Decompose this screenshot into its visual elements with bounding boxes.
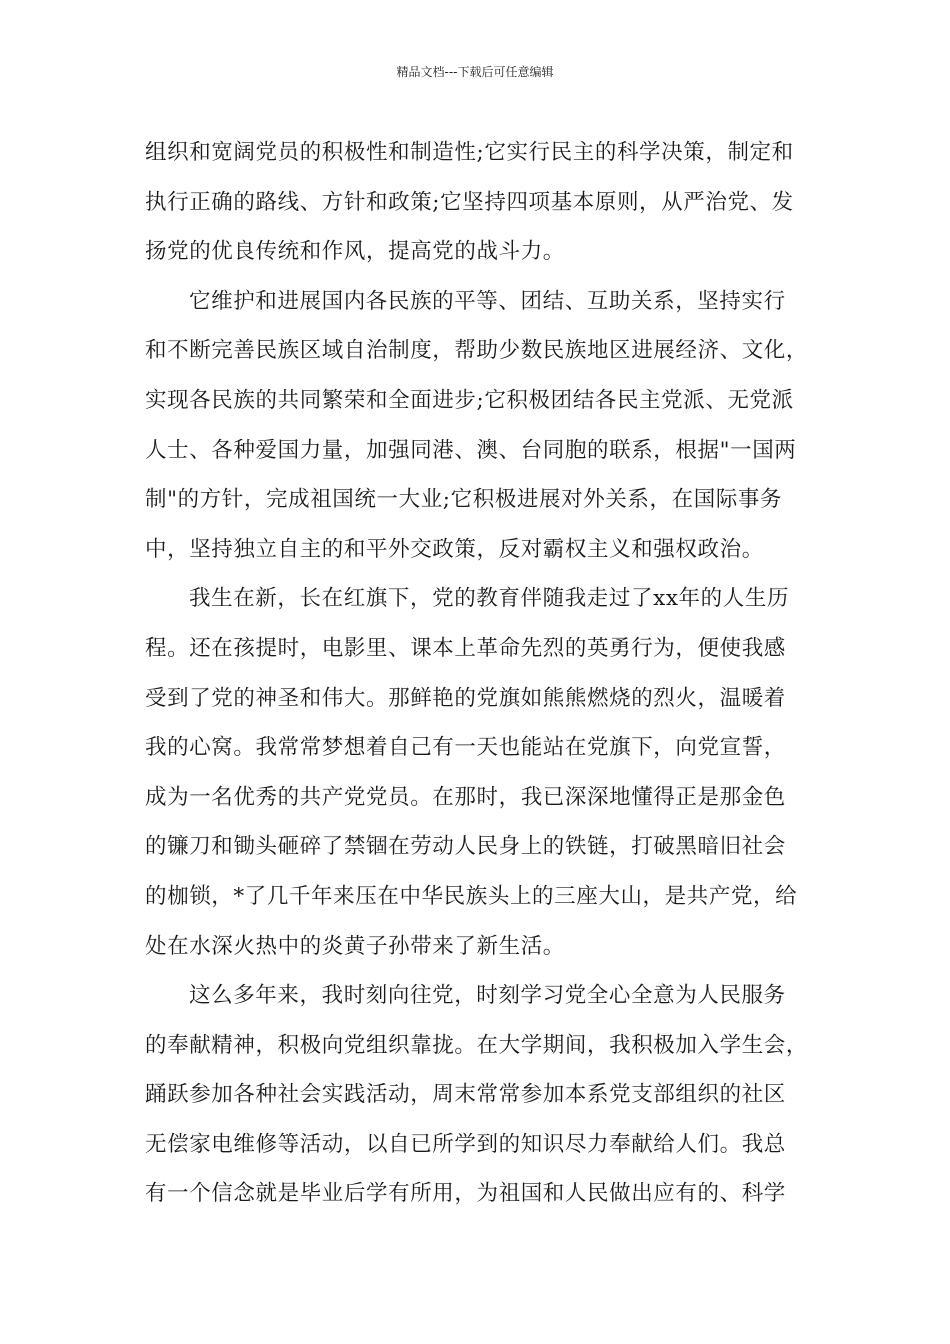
text-line: 人士、各种爱国力量，加强同港、澳、台同胞的联系，根据"一国两 (145, 437, 797, 463)
text-line: 受到了党的神圣和伟大。那鲜艳的党旗如熊熊燃烧的烈火，温暖着 (145, 685, 786, 711)
text-line: 成为一名优秀的共产党党员。在那时，我已深深地懂得正是那金色 (145, 784, 786, 810)
text-line: 它维护和进展国内各民族的平等、团结、互助关系，坚持实行 (189, 288, 786, 314)
text-line: 制"的方针，完成祖国统一大业;它积极进展对外关系，在国际事务 (145, 487, 783, 513)
paragraph-1 (145, 128, 810, 277)
text-line: 无偿家电维修等活动，以自已所学到的知识尽力奉献给人们。我总 (145, 1131, 786, 1157)
text-line: 实现各民族的共同繁荣和全面进步;它积极团结各民主党派、无党派 (145, 387, 794, 413)
text-line: 我的心窝。我常常梦想着自己有一天也能站在党旗下，向党宣誓， (145, 735, 786, 761)
paragraph-2 (145, 277, 810, 575)
text-line: 执行正确的路线、方针和政策;它坚持四项基本原则，从严治党、发 (145, 189, 794, 215)
text-line: 这么多年来，我时刻向往党，时刻学习党全心全意为人民服务 (189, 983, 786, 1009)
text-line: 组织和宽阔党员的积极性和制造性;它实行民主的科学决策，制定和 (145, 140, 794, 165)
text-line: 的奉献精神，积极向党组织靠拢。在大学期间，我积极加入学生会， (145, 1032, 809, 1058)
paragraph-3 (145, 574, 810, 971)
text-line: 有一个信念就是毕业后学有所用，为祖国和人民做出应有的、科学 (145, 1181, 786, 1207)
text-line: 和不断完善民族区域自治制度，帮助少数民族地区进展经济、文化， (145, 338, 809, 364)
text-line: 扬党的优良传统和作风，提高党的战斗力。 (145, 239, 565, 265)
text-line: 处在水深火热中的炎黄子孙带来了新生活。 (145, 933, 565, 959)
text-line: 中，坚持独立自主的和平外交政策，反对霸权主义和强权政治。 (145, 536, 764, 562)
text-line: 我生在新，长在红旗下，党的教育伴随我走过了xx年的人生历 (189, 586, 790, 612)
text-line: 程。还在孩提时，电影里、课本上革命先烈的英勇行为，便使我感 (145, 635, 786, 661)
paragraph-4 (145, 971, 810, 1219)
text-line: 的枷锁，*了几千年来压在中华民族头上的三座大山，是共产党，给 (145, 883, 798, 909)
page-header: 精品文档---下载后可任意编辑 (396, 65, 554, 79)
document-body (145, 128, 810, 1219)
text-line: 踊跃参加各种社会实践活动，周末常常参加本系党支部组织的社区 (145, 1082, 786, 1108)
text-line: 的镰刀和锄头砸碎了禁锢在劳动人民身上的铁链，打破黑暗旧社会 (145, 834, 786, 860)
